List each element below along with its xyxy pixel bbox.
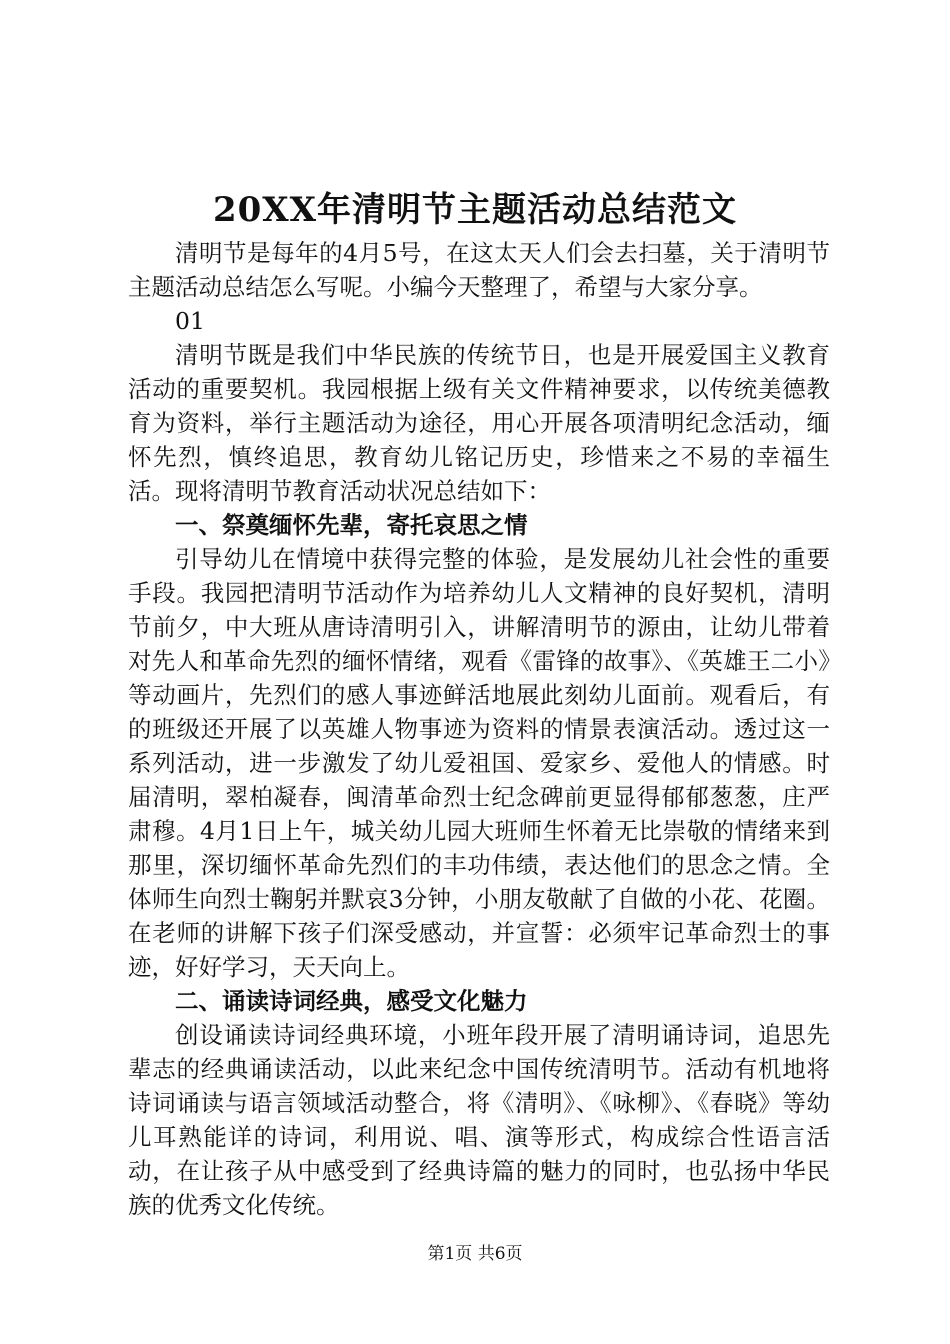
body-paragraph-1: 清明节既是我们中华民族的传统节日，也是开展爱国主义教育活动的重要契机。我园根据上级有关文件精神要求，以传统美德教育为资料，举行主题活动为途径，用心开展各项清明纪念活动，缅怀先烈，慎终追思，教育幼儿铭记历史，珍惜来之不易的幸福生活。现将清明节教育活动状况总结如下： <box>128 341 830 505</box>
document-title: 20XX年清明节主题活动总结范文 <box>212 190 738 230</box>
intro-paragraph: 清明节是每年的4月5号，在这太天人们会去扫墓，关于清明节主题活动总结怎么写呢。小编今天整理了，希望与大家分享。 <box>128 239 830 301</box>
section-heading-2: 二、诵读诗词经典，感受文化魅力 <box>175 987 528 1015</box>
section-heading-1: 一、祭奠缅怀先辈，寄托哀思之情 <box>175 511 528 539</box>
section-number: 01 <box>175 307 205 335</box>
page-footer: 第1页 共6页 <box>427 1244 523 1264</box>
body-paragraph-2: 引导幼儿在情境中获得完整的体验，是发展幼儿社会性的重要手段。我园把清明节活动作为培养幼儿人文精神的良好契机，清明节前夕，中大班从唐诗清明引入，讲解清明节的源由，让幼儿带着对先人和革命先烈的缅怀情绪，观看《雷锋的故事》、《英雄王二小》等动画片，先烈们的感人事迹鲜活地展此刻幼儿面前。观看后，有的班级还开展了以英雄人物事迹为资料的情景表演活动。透过这一系列活动，进一步激发了幼儿爱祖国、爱家乡、爱他人的情感。时届清明，翠柏凝春，闽清革命烈士纪念碑前更显得郁郁葱葱，庄严肃穆。4月1日上午，城关幼儿园大班师生怀着无比崇敬的情绪来到那里，深切缅怀革命先烈们的丰功伟绩，表达他们的思念之情。全体师生向烈士鞠躬并默哀3分钟，小朋友敬献了自做的小花、花圈。在老师的讲解下孩子们深受感动，并宣誓：必须牢记革命烈士的事迹，好好学习，天天向上。 <box>128 545 830 981</box>
body-paragraph-3: 创设诵读诗词经典环境，小班年段开展了清明诵诗词，追思先辈志的经典诵读活动，以此来纪念中国传统清明节。活动有机地将诗词诵读与语言领域活动整合，将《清明》、《咏柳》、《春晓》等幼儿耳熟能详的诗词，利用说、唱、演等形式，构成综合性语言活动，在让孩子从中感受到了经典诗篇的魅力的同时，也弘扬中华民族的优秀文化传统。 <box>128 1021 830 1219</box>
document-body <box>128 236 830 1222</box>
